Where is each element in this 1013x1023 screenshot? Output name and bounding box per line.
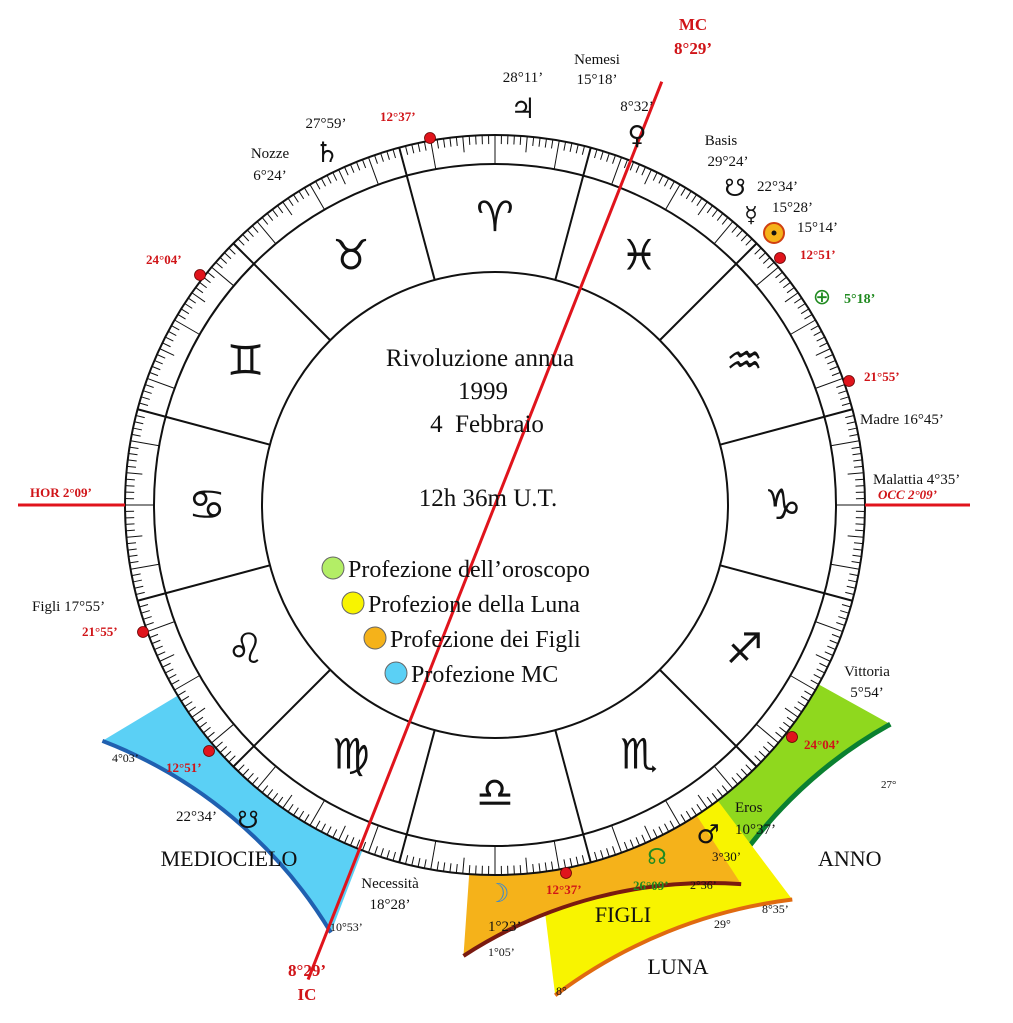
figli-lot-label: Figli 17°55’ [32, 599, 106, 615]
sign-libra-icon: ♎ [476, 768, 514, 817]
nozze-degree: 6°24’ [253, 168, 287, 184]
luna-band-label: LUNA [647, 954, 709, 979]
red-point-1237-bottom-label: 12°37’ [546, 882, 582, 897]
red-point-1237-top-label: 12°37’ [380, 109, 416, 124]
red-point-2404-left [195, 270, 206, 281]
legend-swatch-luna [342, 592, 364, 614]
anno-band-end: 27° [881, 779, 897, 791]
red-point-1237-bottom [561, 868, 572, 879]
red-point-2404-right-label: 24°04’ [804, 737, 840, 752]
legend-label-figli: Profezione dei Figli [390, 627, 581, 653]
jupiter-degree: 28°11’ [502, 70, 544, 86]
red-point-1251-left-label: 12°51’ [166, 760, 202, 775]
moon-icon: ☽ [486, 879, 510, 909]
mc-band-end: 10°53’ [330, 920, 363, 934]
jupiter-icon: ♃ [510, 92, 536, 125]
red-point-2404-left-label: 24°04’ [146, 252, 182, 267]
red-point-1251-left [204, 746, 215, 757]
necessita-degree: 18°28’ [369, 897, 411, 913]
anno-band-label: ANNO [818, 846, 882, 871]
basis-degree: 29°24’ [707, 154, 749, 170]
mediocielo-label: MEDIOCIELO [160, 846, 298, 871]
luna-band-start: 8° [556, 984, 567, 998]
ic-label: IC [297, 985, 317, 1004]
red-point-1237-top [425, 133, 436, 144]
sign-aquarius-icon: ♒ [725, 336, 764, 385]
sign-virgo-icon: ♍ [332, 729, 370, 779]
sign-taurus-icon: ♉ [332, 230, 370, 280]
sign-scorpio-icon: ♏ [620, 729, 658, 779]
malattia-label: Malattia 4°35’ [873, 472, 961, 488]
north-node-figli-degree: 26°09’ [633, 878, 669, 893]
south-node-icon: ☋ [724, 174, 746, 202]
mc-degree: 8°29’ [674, 39, 712, 58]
eros-label: Eros [735, 800, 763, 816]
mercury-icon: ☿ [744, 203, 758, 228]
red-point-2155-right [844, 376, 855, 387]
chart-date: 4 Febbraio [430, 411, 544, 438]
legend-swatch-oroscopo [322, 557, 344, 579]
madre-label: Madre 16°45’ [860, 412, 944, 428]
basis-label: Basis [704, 133, 738, 149]
saturn-icon: ♄ [314, 136, 340, 169]
sign-sagittarius-icon: ♐ [725, 624, 764, 673]
occ-label: OCC 2°09’ [878, 487, 938, 502]
necessita-label: Necessità [361, 876, 419, 892]
earth-icon: ⊕ [812, 285, 832, 310]
chart-time: 12h 36m U.T. [418, 485, 558, 512]
sign-pisces-icon: ♓ [620, 230, 658, 280]
figli-band-start: 1°05’ [488, 945, 515, 959]
sign-leo-icon: ♌ [226, 624, 265, 673]
sign-aries-icon: ♈ [476, 192, 514, 241]
red-point-1251-right [775, 253, 786, 264]
red-point-2155-right-label: 21°55’ [864, 369, 900, 384]
saturn-degree: 27°59’ [305, 116, 347, 132]
red-point-2155-left-label: 21°55’ [82, 624, 118, 639]
chart-year: 1999 [458, 378, 508, 405]
nemesi-degree: 15°18’ [576, 72, 618, 88]
legend-label-oroscopo: Profezione dell’oroscopo [348, 557, 590, 583]
venus-icon: ♀ [627, 121, 647, 151]
legend-label-mc: Profezione MC [411, 662, 559, 688]
legend-swatch-figli [364, 627, 386, 649]
ic-degree: 8°29’ [288, 961, 326, 980]
sign-cancer-icon: ♋ [188, 480, 226, 529]
hor-label: HOR 2°09’ [30, 485, 92, 500]
red-point-2404-right [787, 732, 798, 743]
sun-degree: 15°14’ [797, 220, 838, 236]
south-node-degree: 22°34’ [757, 179, 798, 195]
red-point-2155-left [138, 627, 149, 638]
vittoria-label: Vittoria [844, 664, 890, 680]
mars-icon: ♂ [696, 820, 720, 850]
earth-degree: 5°18’ [844, 292, 876, 307]
nemesi-label: Nemesi [574, 52, 620, 68]
legend-swatch-mc [385, 662, 407, 684]
luna-band-extra: 29° [714, 917, 731, 931]
chart-title: Rivoluzione annua [385, 345, 575, 372]
eros-degree: 10°37’ [735, 822, 776, 838]
north-node-figli-icon: ☊ [647, 845, 667, 870]
sign-gemini-icon: ♊ [226, 336, 265, 385]
mc-band-start: 4°03’ [112, 751, 139, 765]
anno-band-start: 3°30’ [712, 849, 742, 864]
luna-band-end: 8°35’ [762, 902, 789, 916]
sign-capricorn-icon: ♑ [764, 480, 802, 529]
vittoria-degree: 5°54’ [850, 685, 884, 701]
legend-label-luna: Profezione della Luna [368, 592, 580, 618]
north-node-mc-icon: ☋ [237, 806, 259, 834]
sun-icon-dot [772, 231, 777, 236]
figli-band-end: 2°36’ [690, 878, 717, 892]
mc-label: MC [678, 15, 708, 34]
moon-degree: 1°23’ [488, 919, 522, 935]
nozze-label: Nozze [250, 146, 290, 162]
red-point-1251-right-label: 12°51’ [800, 247, 836, 262]
venus-degree: 8°32’ [620, 99, 654, 115]
north-node-mc-degree: 22°34’ [176, 809, 217, 825]
mercury-degree: 15°28’ [772, 200, 813, 216]
figli-band-label: FIGLI [594, 902, 652, 927]
